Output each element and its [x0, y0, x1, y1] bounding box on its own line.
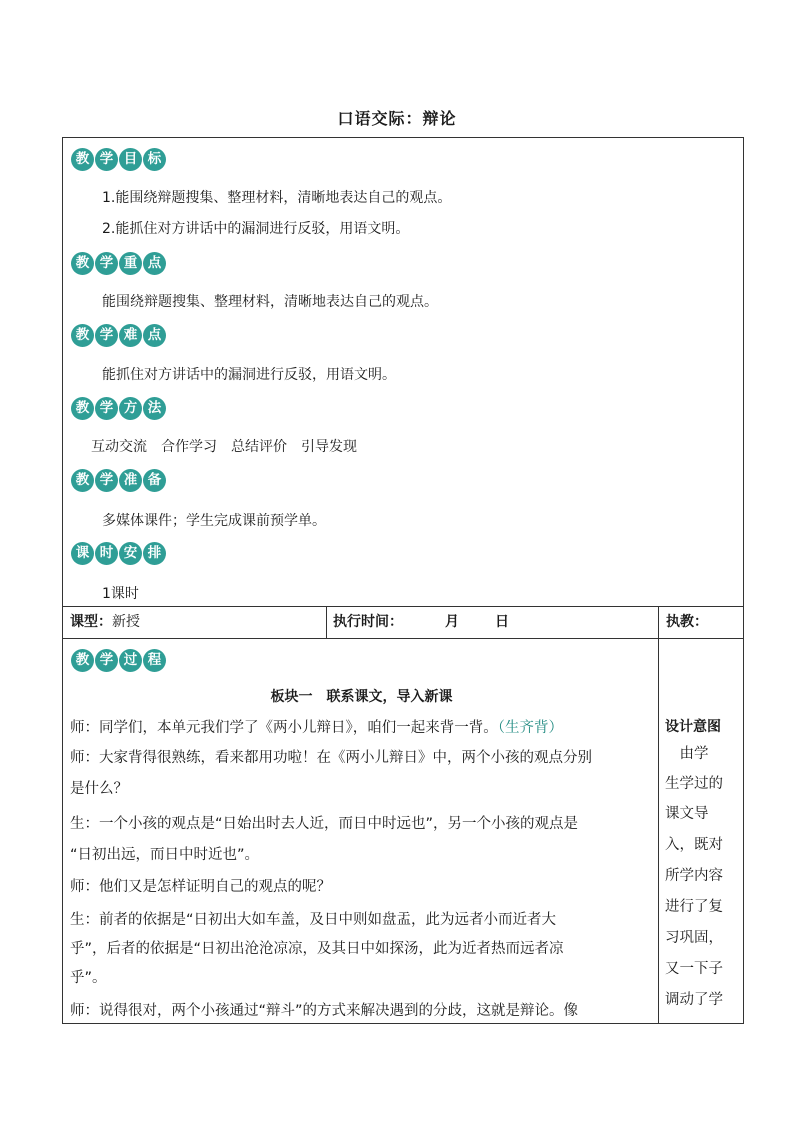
design-intent-line: 由学 — [665, 746, 709, 762]
design-intent-line: 进行了复 — [665, 899, 723, 915]
design-intent-line: 入，既对 — [665, 837, 723, 853]
design-intent-line: 又一下子 — [665, 961, 723, 977]
page-title: 口语交际：辩论 — [337, 109, 457, 128]
divider — [658, 607, 659, 638]
lesson-info-row — [62, 606, 744, 639]
month-label: 月 — [445, 614, 459, 630]
block-title: 板块一 联系课文，导入新课 — [270, 689, 453, 705]
design-intent-column — [658, 638, 744, 1024]
badge-key-points: 教 学 重 点 — [71, 252, 166, 275]
design-intent-line: 课文导 — [665, 806, 709, 822]
dialogue-line: 生：一个小孩的观点是“日始出时去人近，而日中时远也”，另一个小孩的观点是 — [70, 816, 579, 832]
dialogue-line: 师：说得很对，两个小孩通过“辩斗”的方式来解决遇到的分歧，这就是辩论。像 — [70, 1003, 579, 1019]
lesson-type-label: 课型： — [70, 614, 112, 630]
dialogue-line: 乎”。 — [70, 970, 107, 986]
dialogue-line: 师：他们又是怎样证明自己的观点的呢？ — [70, 879, 331, 895]
badge-schedule: 课 时 安 排 — [71, 542, 166, 565]
stage-direction: （生齐背） — [497, 720, 563, 736]
badge-difficulties: 教 学 难 点 — [71, 324, 166, 347]
divider — [326, 607, 327, 638]
execution-time-label: 执行时间： — [333, 614, 403, 630]
design-intent-line: 生学过的 — [665, 776, 723, 792]
teacher-label: 执教： — [666, 614, 708, 630]
key-point-line: 能围绕辩题搜集、整理材料，清晰地表达自己的观点。 — [102, 294, 438, 310]
teacher-cell — [666, 607, 708, 638]
design-intent-line: 习巩固， — [665, 930, 723, 946]
teaching-process-section — [62, 638, 659, 1024]
goal-line-1: 1.能围绕辩题搜集、整理材料，清晰地表达自己的观点。 — [102, 190, 452, 206]
objectives-section — [62, 137, 744, 607]
design-intent-title: 设计意图 — [665, 719, 721, 735]
design-intent-line: 调动了学 — [665, 992, 723, 1008]
dialogue-line: 师：同学们，本单元我们学了《两小儿辩日》，咱们一起来背一背。（生齐背） — [70, 720, 563, 736]
preparation-line: 多媒体课件；学生完成课前预学单。 — [102, 513, 326, 529]
methods-line: 互动交流 合作学习 总结评价 引导发现 — [91, 439, 357, 455]
design-intent-line: 所学内容 — [665, 868, 723, 884]
lesson-type-value: 新授 — [112, 614, 140, 630]
lesson-type-cell — [70, 607, 140, 638]
dialogue-line: “日初出远，而日中时近也”。 — [70, 847, 260, 863]
execution-time-cell — [333, 607, 403, 638]
schedule-line: 1课时 — [102, 586, 139, 602]
difficulty-line: 能抓住对方讲话中的漏洞进行反驳，用语文明。 — [102, 367, 396, 383]
badge-methods: 教 学 方 法 — [71, 397, 166, 420]
dialogue-line: 乎”，后者的依据是“日初出沧沧凉凉，及其日中如探汤，此为近者热而远者凉 — [70, 941, 564, 957]
dialogue-line: 是什么？ — [70, 781, 128, 797]
day-label: 日 — [495, 614, 509, 630]
badge-preparation: 教 学 准 备 — [71, 469, 166, 492]
dialogue-line: 生：前者的依据是“日初出大如车盖，及日中则如盘盂，此为远者小而近者大 — [70, 912, 557, 928]
dialogue-line: 师：大家背得很熟练，看来都用功啦！在《两小儿辩日》中，两个小孩的观点分别 — [70, 750, 592, 766]
badge-teaching-goals: 教 学 目 标 — [71, 148, 166, 171]
badge-teaching-process: 教 学 过 程 — [71, 649, 166, 672]
goal-line-2: 2.能抓住对方讲话中的漏洞进行反驳，用语文明。 — [102, 221, 410, 237]
